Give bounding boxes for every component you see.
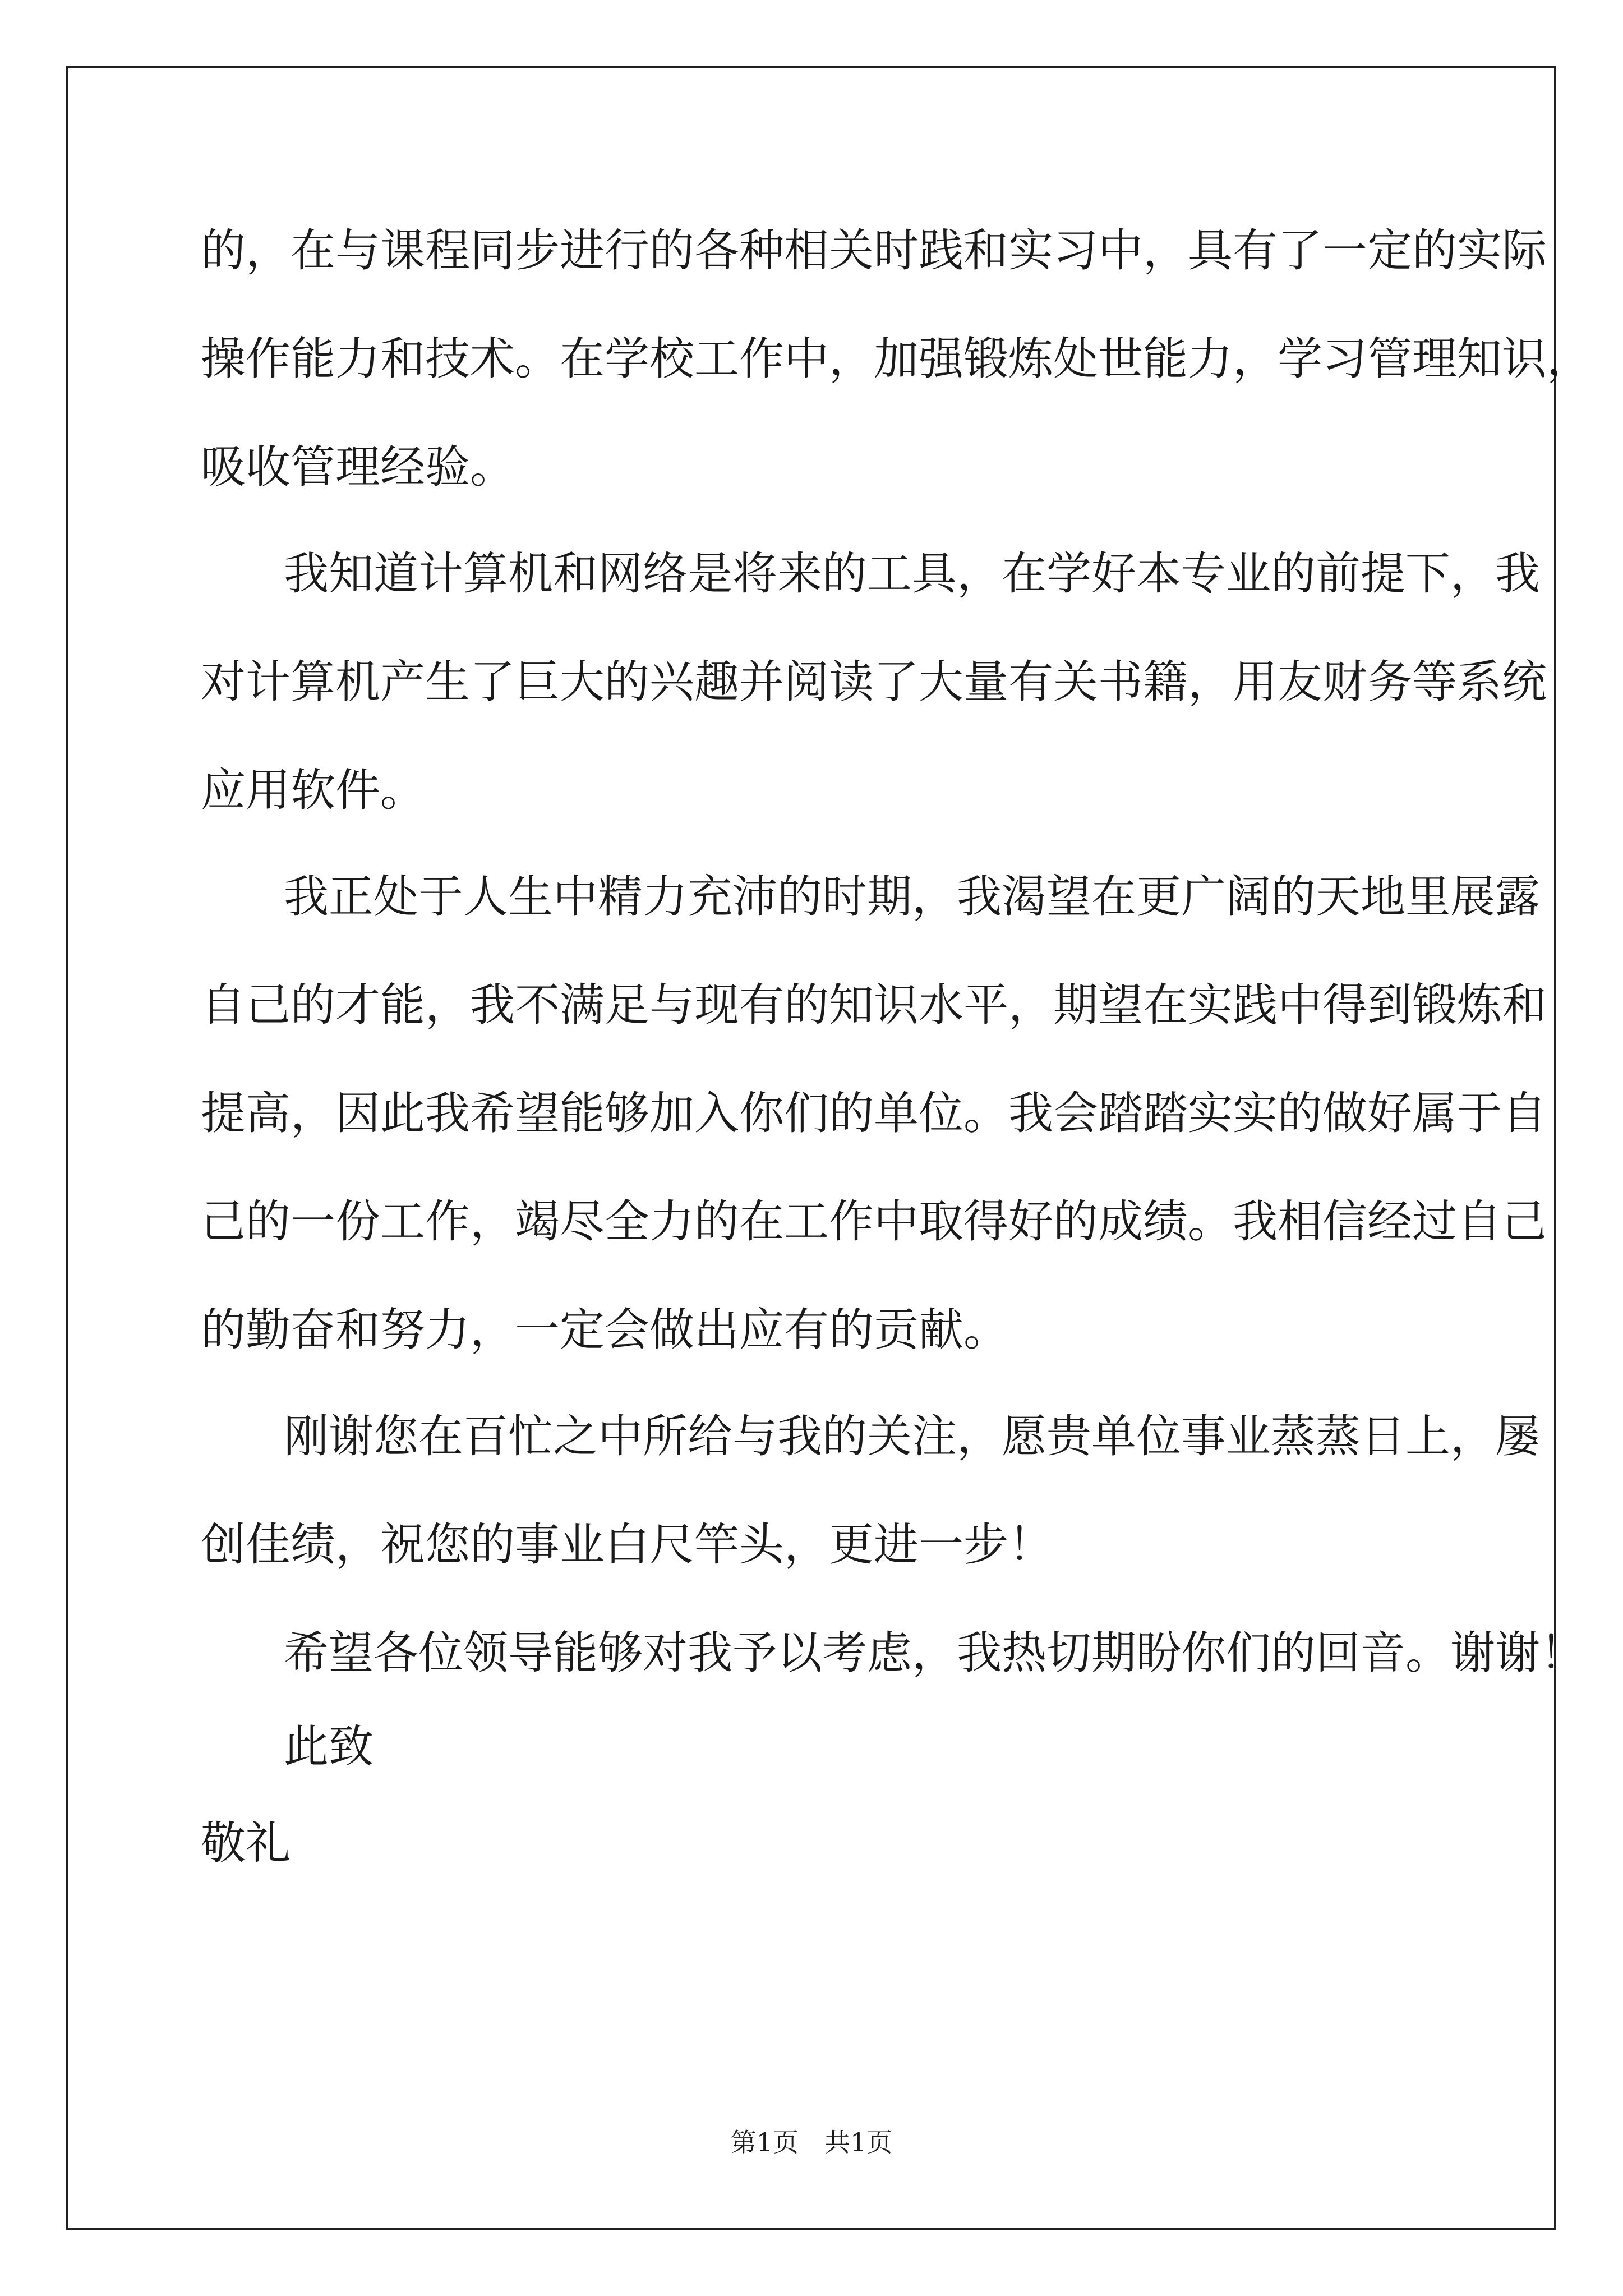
page-footer: 第1页 共1页 <box>730 2127 893 2157</box>
text-line: 应用软件。 <box>201 764 425 816</box>
text-line: 创佳绩，祝您的事业白尺竿头，更进一步！ <box>201 1519 1053 1571</box>
closing-regards: 敬礼 <box>201 1817 291 1869</box>
text-line: 的勤奋和努力，一定会做出应有的贡献。 <box>201 1304 1008 1356</box>
text-line: 吸收管理经验。 <box>201 441 515 493</box>
text-line: 的，在与课程同步进行的各种相关时践和实习中，具有了一定的实际 <box>201 224 1547 277</box>
text-line: 提高，因此我希望能够加入你们的单位。我会踏踏实实的做好属于自 <box>201 1087 1547 1139</box>
page-border <box>66 66 1556 2230</box>
paragraph-start-line: 我正处于人生中精力充沛的时期，我渴望在更广阔的天地里展露 <box>284 871 1540 923</box>
paragraph-start-line: 希望各位领导能够对我予以考虑，我热切期盼你们的回音。谢谢！ <box>284 1627 1585 1679</box>
paragraph-start-line: 我知道计算机和网络是将来的工具，在学好本专业的前提下，我 <box>284 547 1540 600</box>
text-line: 己的一份工作，竭尽全力的在工作中取得好的成绩。我相信经过自己 <box>201 1195 1547 1248</box>
text-line: 自己的才能，我不满足与现有的知识水平，期望在实践中得到锻炼和 <box>201 979 1547 1031</box>
paragraph-start-line: 刚谢您在百忙之中所给与我的关注，愿贵单位事业蒸蒸日上，屡 <box>284 1410 1540 1462</box>
text-line: 操作能力和技术。在学校工作中，加强锻炼处世能力，学习管理知识， <box>201 333 1592 385</box>
text-line: 对计算机产生了巨大的兴趣并阅读了大量有关书籍，用友财务等系统 <box>201 656 1547 708</box>
closing-salutation: 此致 <box>284 1720 374 1773</box>
